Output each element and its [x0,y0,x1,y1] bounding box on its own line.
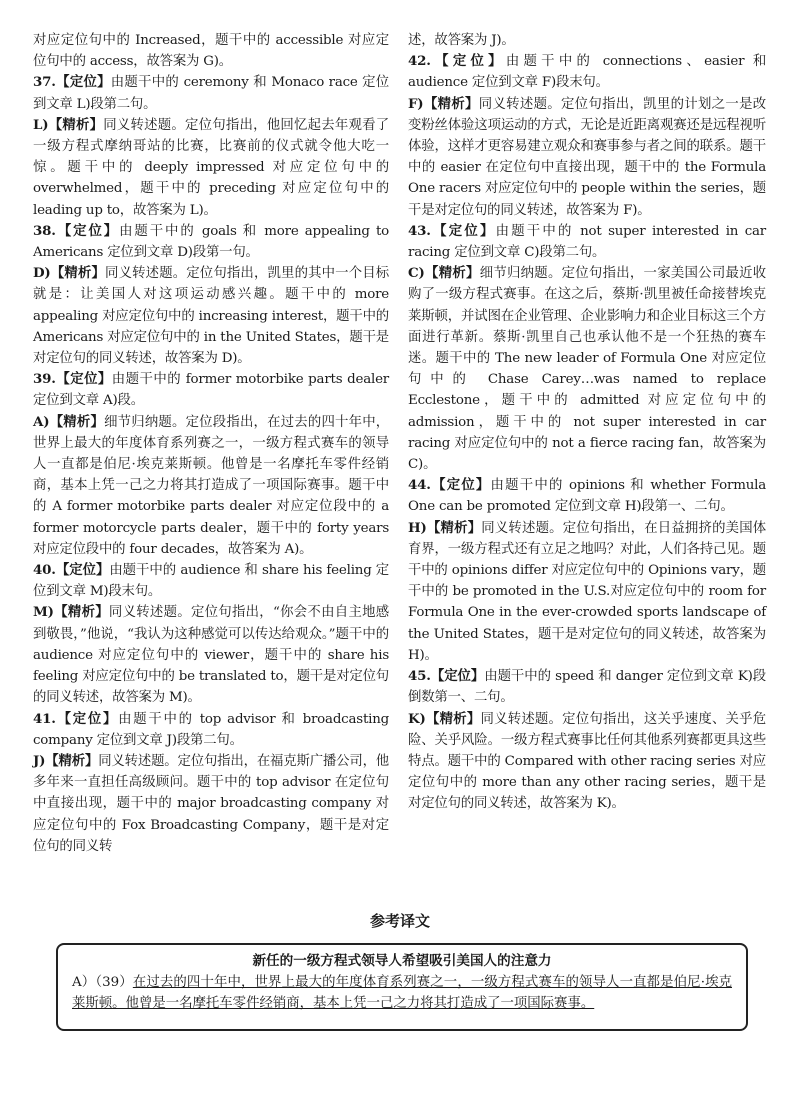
paragraph [33,115,389,221]
paragraph [408,51,766,93]
paragraph-tag: 39.【定位】 [33,371,112,388]
paragraph [408,518,766,666]
paragraph-tag: 40.【定位】 [33,562,110,579]
paragraph-text: 由题干中的 opinions 和 whether Formula One can be promoted 定位到文章 H)段第一、二句。 [408,478,766,515]
paragraph [33,263,389,369]
paragraph-text: 由题干中的 goals 和 more appealing to Americans 定位到文章 D)段第一句。 [33,223,389,261]
paragraph [408,666,766,708]
paragraph [408,221,766,263]
translation-text [72,972,732,1014]
translation-prefix: A）（39） [72,975,133,990]
translation-title: 新任的一级方程式领导人希望吸引美国人的注意力 [252,953,552,969]
paragraph-tag: 37.【定位】 [33,74,111,91]
paragraph-tag: A)【精析】 [33,413,105,430]
paragraph [33,221,389,263]
paragraph [33,560,389,602]
paragraph-tag: K)【精析】 [408,710,481,727]
paragraph-text: 同义转述题。定位句指出，他回忆起去年观看了一级方程式摩纳哥站的比赛，比赛前的仪式就令他大吃一惊。题干中的 deeply impressed 对应定位句中的 overwhelmed，题干中的 preceding 对应定位句中的 leading up to，故答案为 L)。 [33,117,389,218]
paragraph-tag: 38.【定位】 [33,222,120,239]
paragraph-text: 由题干中的 former motorbike parts dealer 定位到文章 A)段。 [33,372,389,409]
paragraph-text: 由题干中的 top advisor 和 broadcasting company 定位到文章 J)段第二句。 [33,711,390,748]
paragraph-text: 由题干中的 ceremony 和 Monaco race 定位到文章 L)段第二句。 [33,75,389,112]
paragraph-text: 同义转述题。定位句指出，凯里的计划之一是改变粉丝体验这项运动的方式，无论是近距离观赛还是远程视听体验，这样才更容易建立观众和赛事参与者之间的联系。题干中的 easier 在定位句中直接出现，题干中的 the Formula One racers 对应定位句中的 people within the series，题干是对定位句的同义转述，故答案为 F)。 [408,96,766,218]
paragraph-tag: C)【精析】 [408,265,480,282]
paragraph-tag: F)【精析】 [408,95,479,112]
section-title: 参考译文 [369,912,430,930]
paragraph-text: 对应定位句中的 Increased，题干中的 accessible 对应定位句中的 access，故答案为 G)。 [33,33,389,70]
paragraph [33,72,389,114]
paragraph-text: 细节归纳题。定位段指出，在过去的四十年中，世界上最大的年度体育系列赛之一，一级方程式赛车的领导人一直都是伯尼·埃克莱斯顿。他曾是一名摩托车零件经销商，基本上凭一己之力将其打造成了一项国际赛事。题干中的 A former motorbike parts dealer 对应定位段中的 a former motorcycle parts dealer，题干中的 forty years 对应定位段中的 four decades，故答案为 A)。 [33,414,389,557]
paragraph-text: 由题干中的 not super interested in car racing 定位到文章 C)段第二句。 [408,223,766,261]
paragraph-text: 述，故答案为 J)。 [408,33,515,48]
paragraph-tag: 42.【定位】 [408,53,506,70]
paragraph-tag: D)【精析】 [33,265,106,282]
paragraph [408,263,766,475]
translation-box [56,943,748,1031]
left-column [33,30,389,857]
paragraph [33,602,389,708]
paragraph-text: 同义转述题。定位句指出，这关乎速度、关乎危险、关乎风险。一级方程式赛事比任何其他系列赛都更具这些特点。题干中的 Compared with other racing series 对应定位句中的 more than any other racing series，题干是对定位句的同义转述，故答案为 K)。 [408,711,766,812]
paragraph-tag: M)【精析】 [33,604,109,621]
paragraph [408,709,766,815]
paragraph-text: 细节归纳题。定位句指出，一家美国公司最近收购了一级方程式赛事。在这之后，蔡斯·凯里被任命接替埃克莱斯顿，并试图在企业管理、企业影响力和企业目标这三个方面进行革新。蔡斯·凯里自己也承认他不是一个狂热的赛车迷。题干中的 The new leader of Formula One 对应定位句中的 Chase Carey…was named to replace Ecclestone，题干中的 admitted 对应定位句中的 admission，题干中的 not super interested in car racing 对应定位句中的 not a fierce racing fan，故答案为 C)。 [408,266,766,473]
paragraph-text: 同义转述题。定位句指出，凯里的其中一个目标就是：让美国人对这项运动感兴趣。题干中的 more appealing 对应定位句中的 increasing interest，题干中的 Americans 对应定位句中的 in the United States，题干是对定位句的同义转述，故答案为 D)。 [33,266,389,367]
paragraph-tag: L)【精析】 [33,116,104,133]
paragraph-tag: 44.【定位】 [408,477,491,494]
paragraph [33,751,389,857]
paragraph [33,369,389,411]
paragraph-text: 由题干中的 speed 和 danger 定位到文章 K)段倒数第一、二句。 [408,669,766,706]
translation-underlined: 在过去的四十年中，世界上最大的年度体育系列赛之一，一级方程式赛车的领导人一直都是伯尼·埃克莱斯顿。他曾是一名摩托车零件经销商，基本上凭一己之力将其打造成了一项国际赛事。 [72,975,732,1011]
paragraph [33,709,389,751]
paragraph-tag: 43.【定位】 [408,222,496,239]
right-column [408,30,766,815]
paragraph-tag: 41.【定位】 [33,710,119,727]
paragraph [408,475,766,517]
paragraph-text: 同义转述题。定位句指出，“你会不由自主地感到敬畏，”他说，“我认为这种感觉可以传达给观众。”题干中的 audience 对应定位句中的 viewer，题干中的 share his feeling 对应定位句中的 be translated to，题干是对定位句的同义转述，故答案为 M)。 [33,605,389,706]
paragraph-tag: 45.【定位】 [408,668,485,685]
paragraph-text: 同义转述题。定位句指出，在日益拥挤的美国体育界，一级方程式还有立足之地吗？对此，人们各持己见。题干中的 opinions differ 对应定位句中的 Opinions vary，题干中的 be promoted in the U.S.对应定位句中的 room for Formula One in the ever-crowded sports landscape of the United States，题干是对定位句的同义转述，故答案为 H)。 [408,520,766,663]
paragraph-text: 由题干中的 audience 和 share his feeling 定位到文章 M)段末句。 [33,563,389,600]
paragraph [408,94,766,221]
paragraph-tag: J)【精析】 [33,752,99,769]
paragraph-text: 同义转述题。定位句指出，在福克斯广播公司，他多年来一直担任高级顾问。题干中的 top advisor 在定位句中直接出现，题干中的 major broadcasting company 对应定位句中的 Fox Broadcasting Company，题干是对定位句的同义转 [33,753,389,854]
paragraph [33,412,389,560]
paragraph-tag: H)【精析】 [408,519,482,536]
paragraph [33,30,389,72]
paragraph [408,30,766,51]
paragraph-text: 由题干中的 connections、easier 和 audience 定位到文章 F)段末句。 [408,54,767,91]
